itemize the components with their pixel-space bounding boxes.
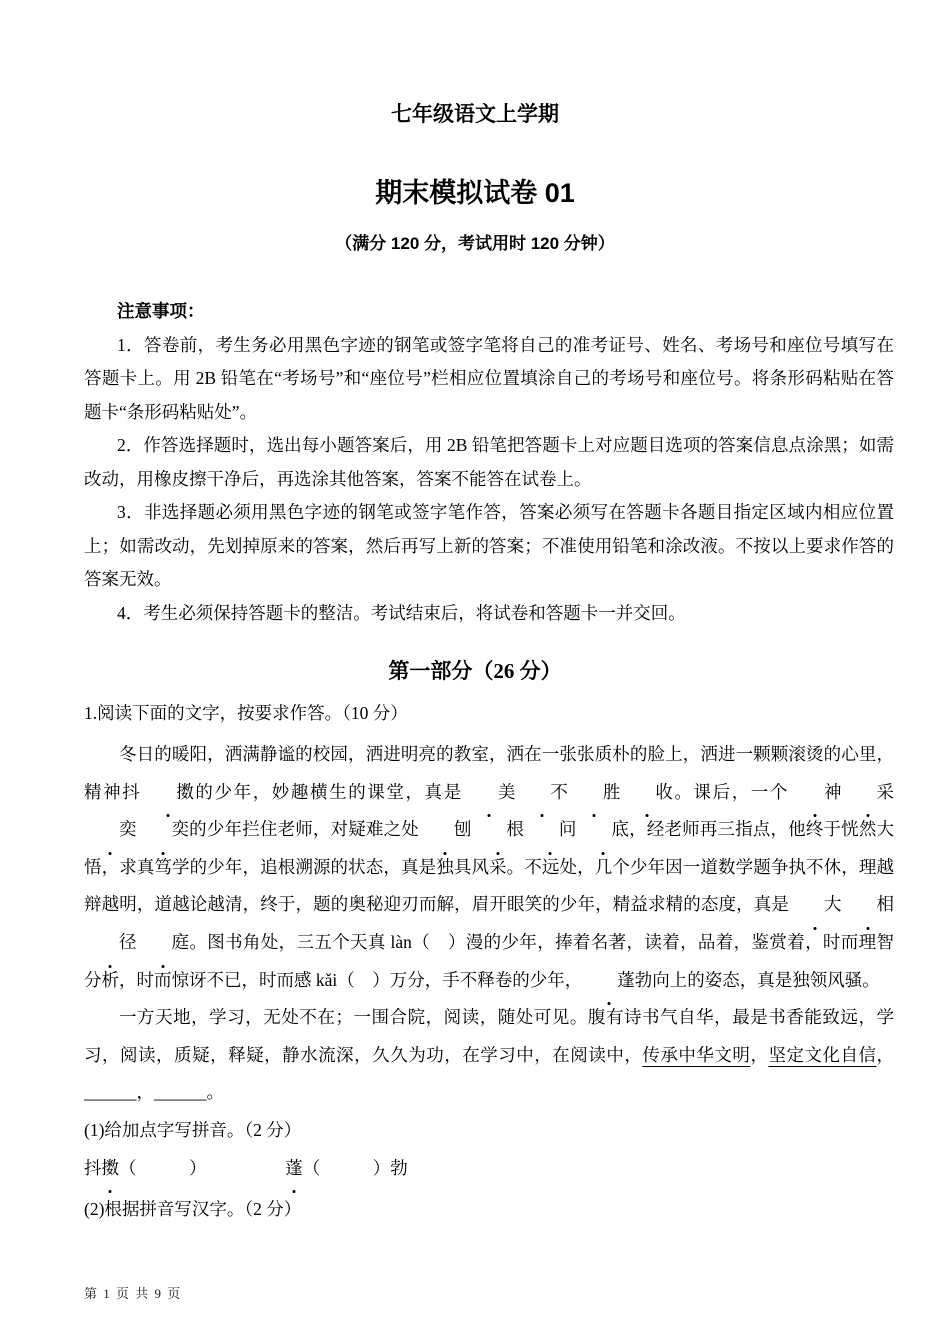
- passage-paragraph-1: 冬日的暖阳，洒满静谧的校园，洒进明亮的教室，洒在一张张质朴的脸上，洒进一颗颗滚烫的心里，精神抖 擞的少年，妙趣横生的课堂，真是 美 不 胜 收。课后，一个 神 采奕 奕的少年拦住老师，对疑难之处 刨 根 问 底，经老师再三指点，他终于恍然大悟，求真笃学的少年，追根溯源的状态，真是独具风采。不远处，几个少年因一道数学题争执不休，理越辩越明，道越论越清，终于，题的奥秘迎刃而解，眉开眼笑的少年，精益求精的态度，真是 大 相径 庭。图书角处，三五个天真 làn（ ）漫的少年，捧着名著，读着，品着，鉴赏着，时而理智分析，时而惊讶不已，时而感 kǎi（ ）万分，手不释卷的少年， 蓬勃向上的姿态，真是独领风骚。: [84, 736, 894, 999]
- notice-item-4: 4．考生必须保持答题卡的整洁。考试结束后，将试卷和答题卡一并交回。: [117, 602, 686, 623]
- notice-item-2: 2．作答选择题时，选出每小题答案后，用 2B 铅笔把答题卡上对应题目选项的答案信息点涂黑；如需改动，用橡皮擦干净后，再选涂其他答案，答案不能答在试卷上。: [84, 435, 894, 489]
- pinyin-answer-line: 抖擞（ ） 蓬（ ）勃: [84, 1150, 894, 1188]
- exam-title: 期末模拟试卷 01: [375, 178, 575, 208]
- sub-question-2: (2)根据拼音写汉字。（2 分）: [84, 1199, 302, 1220]
- notice-item-1: 1．答卷前，考生务必用黑色字迹的钢笔或签字笔将自己的准考证号、姓名、考场号和座位号填写在答题卡上。用 2B 铅笔在“考场号”和“座位号”栏相应位置填涂自己的考场号和座位号。将条形码粘贴在答题卡“条形码粘贴处”。: [84, 334, 894, 422]
- notice-section: [84, 295, 894, 630]
- part1-title: 第一部分（26 分）: [388, 659, 562, 683]
- exam-meta: （满分 120 分，考试用时 120 分钟）: [335, 234, 615, 253]
- question1-stem: 1.阅读下面的文字，按要求作答。（10 分）: [84, 703, 408, 723]
- notice-item-3: 3．非选择题必须用黑色字迹的钢笔或签字笔作答，答案必须写在答题卡各题目指定区域内相应位置上；如需改动，先划掉原来的答案，然后再写上新的答案；不准使用铅笔和涂改液。不按以上要求作答的答案无效。: [84, 502, 894, 589]
- document-header: [0, 102, 950, 255]
- passage-paragraph-2: 一方天地，学习，无处不在；一围合院，阅读，随处可见。腹有诗书气自华，最是书香能致远，学习，阅读，质疑，释疑，静水流深，久久为功，在学习中，在阅读中，传承中华文明，坚定文化自信，______，______。: [84, 1007, 895, 1103]
- reading-passage: [84, 736, 894, 1112]
- notice-heading: 注意事项：: [117, 301, 205, 321]
- course-title: 七年级语文上学期: [391, 103, 559, 126]
- sub-question-1: (1)给加点字写拼音。（2 分）: [84, 1119, 302, 1140]
- page-number-footer: 第 1 页 共 9 页: [84, 1286, 182, 1301]
